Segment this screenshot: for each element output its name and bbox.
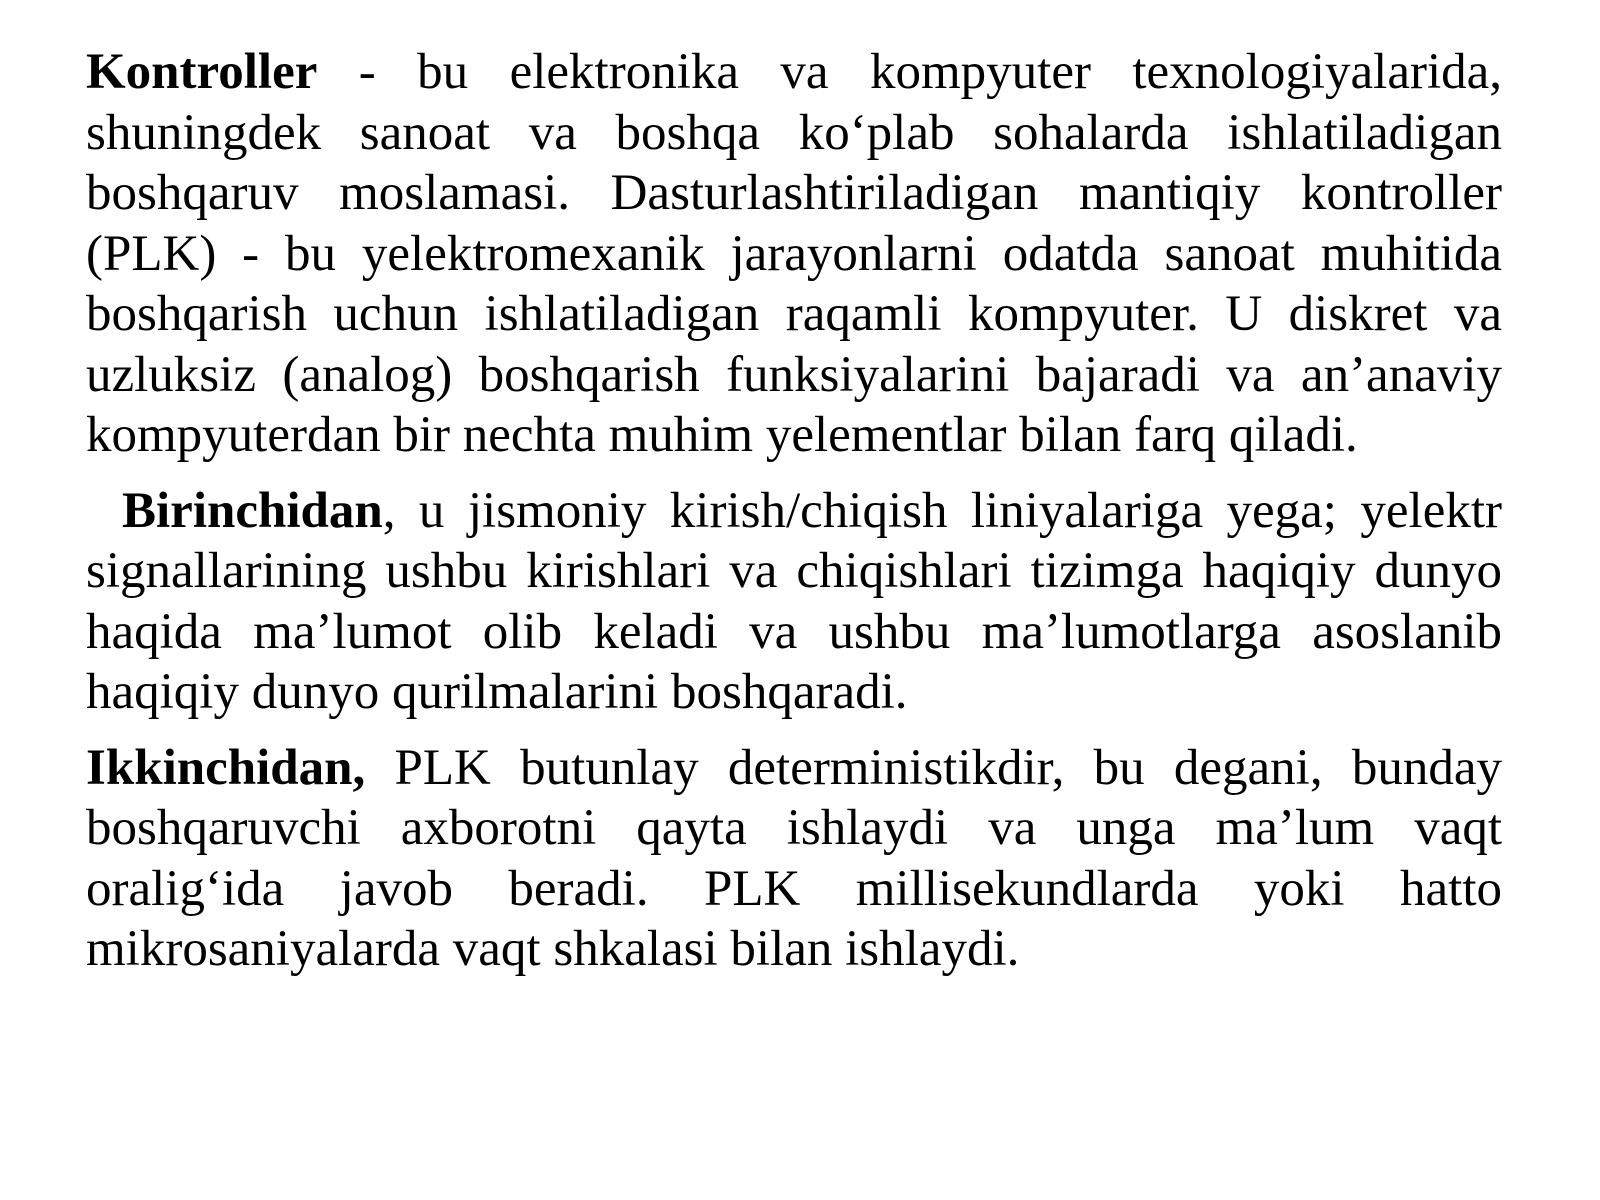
paragraph-text: - bu elektronika va kompyuter texnologiyalarida, shuningdek sanoat va boshqa ko‘plab sohalarda ishlatiladigan boshqaruv moslamasi. Dasturlashtiriladigan mantiqiy kontroller (PLK) - bu yelektromexanik jarayonlarni odatda sanoat muhitida boshqarish uchun ishlatiladigan raqamli kompyuter. U diskret va uzluksiz (analog) boshqarish funksiyalarini bajaradi va an’anaviy kompyuterdan bir nechta muhim yelementlar bilan farq qiladi. — [86, 44, 1502, 463]
document-page — [86, 42, 1502, 980]
term-ikkinchidan: Ikkinchidan, — [86, 739, 366, 796]
paragraph-text: , u jismoniy kirish/chiqish liniyalariga yega; yelektr signallarining ushbu kirishlari va chiqishlari tizimga haqiqiy dunyo haqida ma’lumot olib keladi va ushbu ma’lumotlarga asoslanib haqiqiy dunyo qurilmalarini boshqaradi. — [86, 482, 1502, 720]
paragraph-ikkinchidan — [86, 738, 1502, 980]
term-kontroller: Kontroller — [86, 44, 318, 100]
paragraph-kontroller — [86, 42, 1502, 466]
paragraph-text: PLK butunlay deterministikdir, bu degani, bunday boshqaruvchi axborotni qayta ishlaydi va unga ma’lum vaqt oralig‘ida javob beradi. PLK millisekundlarda yoki hatto mikrosaniyalarda vaqt shkalasi bilan ishlaydi. — [86, 739, 1502, 977]
paragraph-birinchidan — [86, 481, 1502, 723]
term-birinchidan: Birinchidan — [122, 482, 383, 539]
